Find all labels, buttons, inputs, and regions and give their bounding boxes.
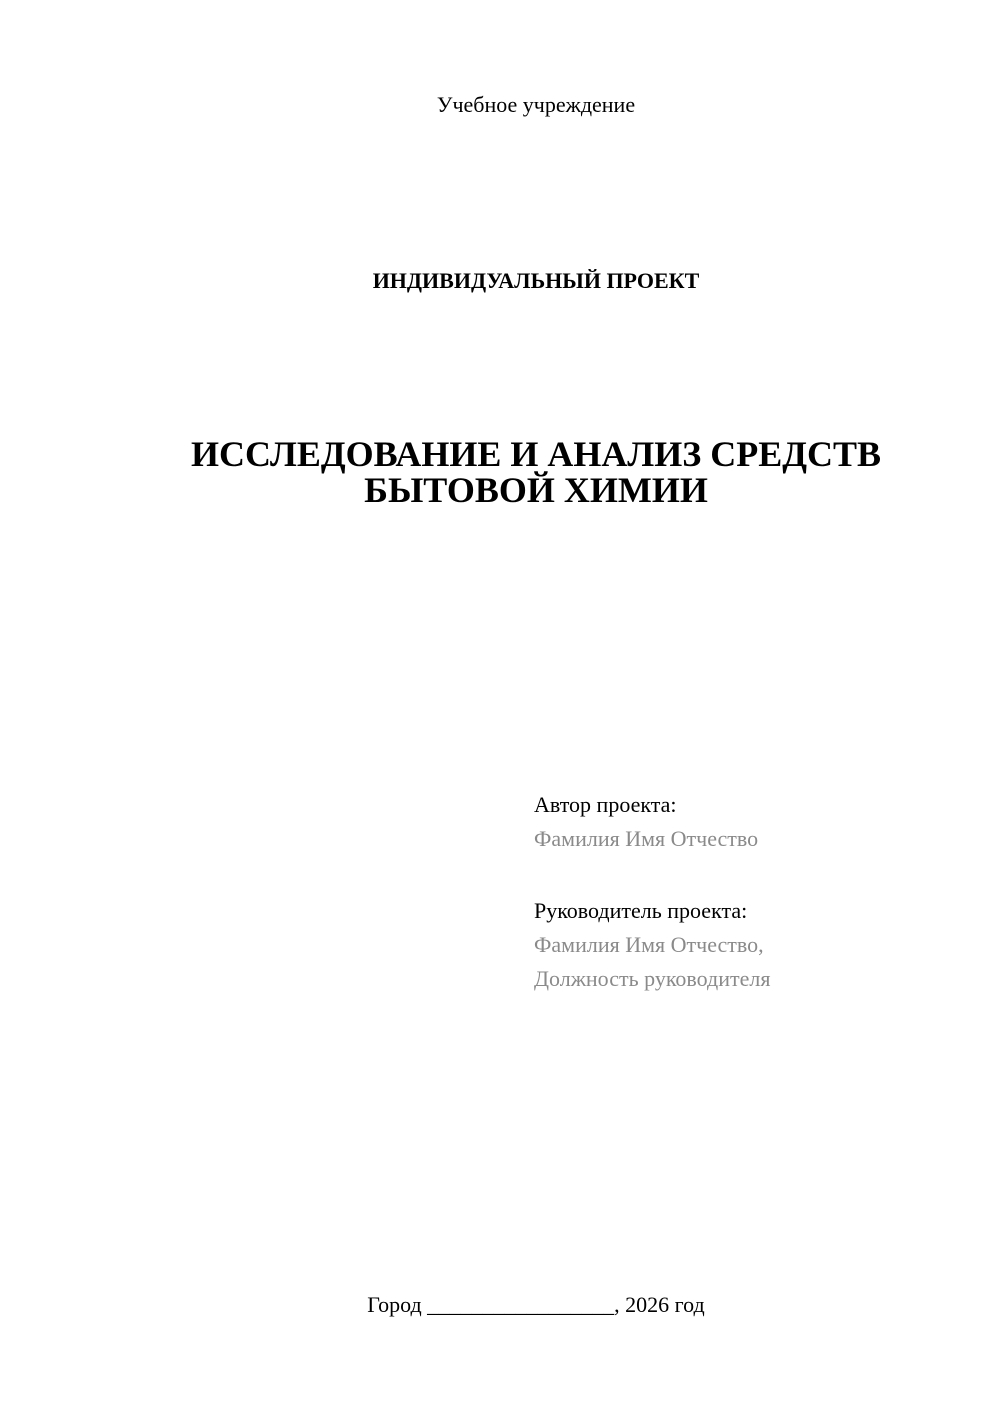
authors-block [534, 788, 974, 996]
institution-name: Учебное учреждение [436, 92, 636, 117]
project-title-line-1: ИССЛЕДОВАНИЕ И АНАЛИЗ СРЕДСТВ [190, 434, 882, 474]
city-year-line: Город _________________, 2026 год [367, 1292, 705, 1317]
author-label: Автор проекта: [534, 792, 677, 817]
project-title-line-2: БЫТОВОЙ ХИМИИ [364, 470, 708, 510]
supervisor-position: Должность руководителя [534, 966, 771, 991]
author-name: Фамилия Имя Отчество [534, 826, 759, 851]
authors-spacer [534, 856, 974, 894]
supervisor-label: Руководитель проекта: [534, 898, 748, 923]
project-type-heading: ИНДИВИДУАЛЬНЫЙ ПРОЕКТ [372, 268, 700, 293]
project-title [0, 436, 1000, 508]
supervisor-name: Фамилия Имя Отчество, [534, 932, 764, 957]
